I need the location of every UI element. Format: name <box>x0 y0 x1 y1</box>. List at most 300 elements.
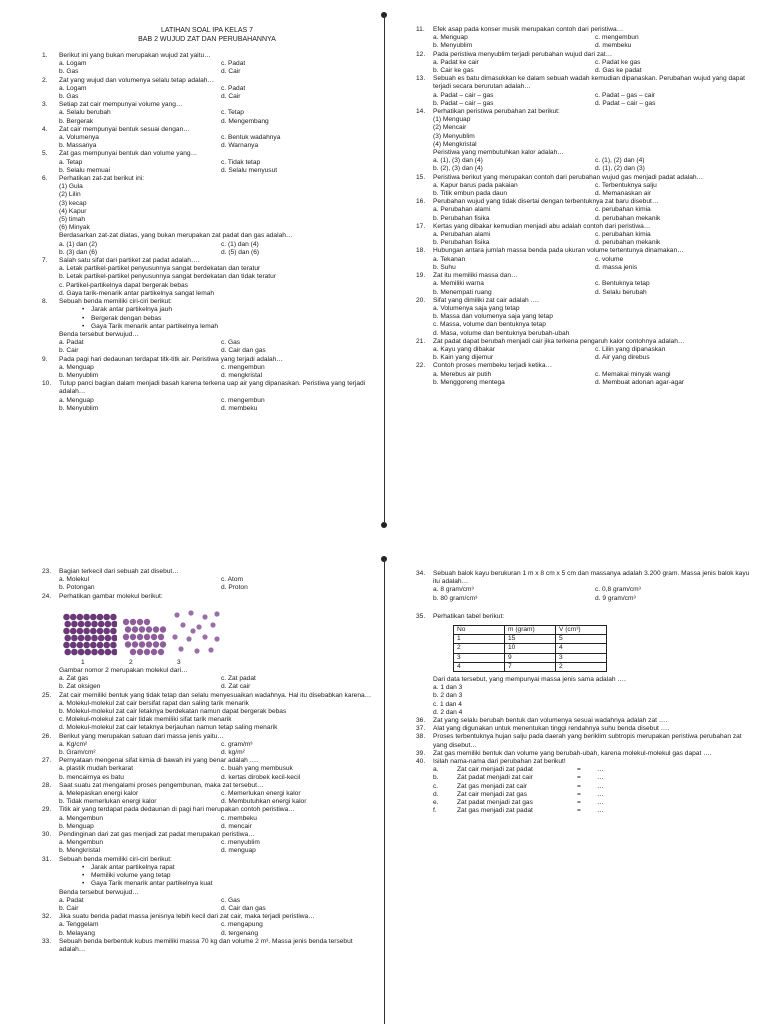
question-text: Pernyataan mengenai sifat kimia di bawah ini yang benar adalah …. <box>59 757 259 765</box>
option-c: c. Partikel-partikelnya dapat bergerak bebas <box>59 281 189 289</box>
question-followup: Berdasarkan zat-zat diatas, yang bukan merupakan zat padat dan gas adalah… <box>59 232 293 240</box>
list-item <box>433 807 750 815</box>
option-a: a. Padat <box>59 339 84 347</box>
question-number: 20. <box>416 296 426 304</box>
question-number: 1. <box>42 52 48 59</box>
table-cell: 5 <box>556 635 607 644</box>
question-text: Setiap zat cair mempunyai volume yang… <box>59 101 183 109</box>
table-cell: 7 <box>505 662 556 671</box>
molecule-particle <box>78 649 85 656</box>
molecule-particle <box>105 649 112 656</box>
options <box>59 700 372 733</box>
right-column <box>416 570 750 1024</box>
question-number: 32. <box>42 913 52 921</box>
item-text: Zat cair menjadi zat padat <box>457 766 533 774</box>
molecule-particle <box>214 611 219 616</box>
molecule-particle <box>153 626 159 632</box>
question-15 <box>416 174 750 199</box>
option-b: b. Molekul-molekul zat cair letaknya berdekatan namun dapat bergerak bebas <box>59 708 287 716</box>
option-d: d. Membuat adonan agar-agar <box>595 378 685 386</box>
options <box>59 815 372 831</box>
option-b: b. Cair <box>59 904 79 912</box>
molecule-particle <box>137 619 143 625</box>
question-34 <box>416 570 750 603</box>
options <box>59 134 372 150</box>
option-d: d. Cair <box>221 93 241 101</box>
option-c: c. Padat <box>221 84 246 92</box>
question-text: Pada peristiwa menyublim terjadi perubahan wujud dari zat… <box>433 50 613 58</box>
worksheet-title <box>42 26 372 44</box>
option-d: d. membeku <box>595 42 632 50</box>
option-b: b. Potongan <box>59 584 95 592</box>
molecule-particle <box>125 641 131 647</box>
question-number: 19. <box>416 272 426 280</box>
molecule-particle <box>90 628 97 635</box>
options <box>433 371 750 387</box>
option-b: b. Selalu memuai <box>59 166 110 174</box>
table-header: m (gram) <box>505 626 556 635</box>
molecule-particle <box>186 636 191 641</box>
list-item: (1) Menguap <box>433 116 471 124</box>
question-number: 14. <box>416 108 426 116</box>
item-letter: e. <box>433 799 439 807</box>
option-d: d. 2 dan 4 <box>433 708 463 716</box>
molecule-particle <box>172 634 177 639</box>
options <box>59 109 372 125</box>
molecule-particle <box>178 646 183 651</box>
option-c: c. Bentuknya tetap <box>595 280 650 288</box>
molecule-particle <box>174 612 179 617</box>
molecule-particle <box>83 642 90 649</box>
option-a: a. Zat gas <box>59 675 89 683</box>
right-column <box>416 26 750 516</box>
question-text: Zat padat dapat berubah menjadi cair jika terkena pengaruh kalor contohnya adalah… <box>433 337 685 345</box>
question-text: Zat gas mempunyai bentuk dan volume yang… <box>59 150 198 158</box>
question-number: 9. <box>42 355 48 363</box>
question-16 <box>416 198 750 223</box>
options <box>433 34 750 50</box>
molecule-particle <box>70 614 77 621</box>
question-text: Tutup panci bagian dalam menjadi basah karena terkena uap air yang dipanaskan. Peristiwa yang terjadi adalah… <box>59 380 366 396</box>
question-text: Contoh proses membeku terjadi ketika… <box>433 362 553 370</box>
option-b: b. Cair <box>59 347 79 355</box>
question-followup: Peristiwa yang membutuhkan kalor adalah… <box>433 149 564 157</box>
question-followup: Benda tersebut berwujud… <box>59 888 139 896</box>
option-c: c. gram/m³ <box>221 740 253 748</box>
option-b: b. Perubahan fisika <box>433 214 490 222</box>
question-number: 21. <box>416 337 426 345</box>
question-number: 24. <box>42 592 52 600</box>
molecule-particle <box>97 642 104 649</box>
molecule-particle <box>85 649 92 656</box>
item-text: Zat cair menjadi zat gas <box>457 790 527 798</box>
molecule-particle <box>85 635 92 642</box>
option-c: c. 1 dan 4 <box>433 700 462 708</box>
options <box>59 921 372 937</box>
option-a: a. Memiliki warna <box>433 280 484 288</box>
answer-blank: … <box>597 774 604 782</box>
option-b: b. 2 dan 3 <box>433 692 463 700</box>
option-c: c. mengapung <box>221 921 263 929</box>
list-item: (2) Mencair <box>433 124 467 132</box>
option-c: c. Molekul-molekul zat cair tidak memiliki sifat tarik menarik <box>59 716 232 724</box>
options <box>59 85 372 101</box>
option-a: a. Letak partikel-partikel penyusunnya sangat berdekatan dan teratur <box>59 265 261 273</box>
option-a: a. Menguap <box>59 363 94 371</box>
question-23 <box>42 568 372 593</box>
question-38 <box>416 733 750 749</box>
options <box>59 675 372 691</box>
options <box>433 305 750 338</box>
option-d: d. Gas ke padat <box>595 67 642 75</box>
question-22 <box>416 362 750 387</box>
list-item <box>433 799 750 807</box>
option-d: d. (1), (2) dan (3) <box>595 165 645 173</box>
option-c: c. Tidak tetap <box>221 158 261 166</box>
options <box>433 280 750 296</box>
question-text: Bagian terkecil dari sebuah zat disebut… <box>59 568 179 575</box>
molecule-particle <box>160 626 166 632</box>
question-number: 10. <box>42 380 52 388</box>
option-a: a. Mengembun <box>59 814 103 822</box>
list-item <box>433 783 750 791</box>
molecule-particle <box>97 614 104 621</box>
question-4 <box>42 126 372 151</box>
question-text: Perhatikan peristiwa perubahan zat berikut: <box>433 108 560 116</box>
option-b: b. Letak partikel-partikel penyusunnya sangat berdekatan dan tidak teratur <box>59 273 276 281</box>
molecule-particle <box>139 626 145 632</box>
question-number: 29. <box>42 806 52 814</box>
option-c: c. Bentuk wadahnya <box>221 134 281 142</box>
table-cell: 9 <box>505 653 556 662</box>
option-b: b. Bergerak <box>59 117 94 125</box>
molecule-particle <box>110 628 117 635</box>
option-a: a. 1 dan 3 <box>433 684 463 692</box>
question-text: Sebuah benda memiliki ciri-ciri berikut: <box>59 298 172 306</box>
options <box>433 206 750 222</box>
molecule-particle <box>111 649 117 656</box>
molecule-particle <box>97 628 104 635</box>
option-d: d. 9 gram/cm³ <box>595 594 636 602</box>
option-b: b. 80 gram/cm³ <box>433 594 478 602</box>
item-letter: a. <box>433 766 439 774</box>
table-cell: 2 <box>454 644 505 653</box>
question-text: Berikut yang merupakan satuan dari massa jenis yaitu… <box>59 732 224 740</box>
list-item: (3) Menyublim <box>433 132 475 140</box>
bullet-item: • Jarak antar partikelnya rapat <box>59 864 372 872</box>
options <box>59 241 372 257</box>
molecule-particle <box>139 641 145 647</box>
question-number: 34. <box>416 570 426 577</box>
option-a: a. Volumenya <box>59 134 99 142</box>
option-c: c. Tetap <box>221 109 244 117</box>
question-text: Jika suatu benda padat massa jenisnya lebih kecil dari zat cair, maka terjadi peristiwa… <box>59 913 315 921</box>
question-text: Efek asap pada konser musik merupakan contoh dari peristiwa… <box>433 26 624 33</box>
molecule-particle <box>98 635 105 642</box>
molecule-particle <box>125 626 131 632</box>
question-number: 25. <box>42 691 52 699</box>
question-text: Zat itu memiliki massa dan… <box>433 272 518 280</box>
molecule-particle <box>71 621 78 628</box>
molecule-particle <box>130 619 136 625</box>
equals-sign: = <box>577 782 581 790</box>
option-d: d. Cair dan gas <box>221 347 266 355</box>
option-d: d. kg/m² <box>221 749 245 757</box>
molecule-particle <box>196 624 201 629</box>
molecule-particle <box>105 621 112 628</box>
molecule-particle <box>83 628 90 635</box>
option-b: b. Menyublim <box>433 42 473 50</box>
option-b: b. Menyublim <box>59 371 99 379</box>
option-b: b. Massa dan volumenya saja yang tetap <box>433 313 553 321</box>
molecule-figure <box>63 605 372 657</box>
bullet-item: • Bergerak dengan bebas <box>59 315 372 323</box>
option-b: b. Gram/cm² <box>59 749 96 757</box>
equals-sign: = <box>577 807 581 815</box>
option-a: a. Selalu berubah <box>59 109 111 117</box>
molecule-particle <box>194 648 199 653</box>
option-c: c. mengembun <box>221 363 265 371</box>
molecule-particle <box>98 621 105 628</box>
bullet-item: • Gaya Tarik menarik antar partikelnya lemah <box>59 323 372 331</box>
option-d: d. Cair dan gas <box>221 904 266 912</box>
option-c: c. Zat padat <box>221 675 256 683</box>
molecule-particle <box>137 634 143 640</box>
question-text: Salah satu sifat dari partiket zat padat adalah…. <box>59 257 200 265</box>
option-d: d. Selalu menyusut <box>221 166 278 174</box>
molecule-particle <box>83 614 90 621</box>
option-c: c. Memakai minyak wangi <box>595 370 671 378</box>
option-a: a. Kayu yang dibakar <box>433 345 495 353</box>
molecule-particle <box>153 641 159 647</box>
option-c: c. Gas <box>221 896 241 904</box>
molecule-particle <box>103 614 110 621</box>
molecule-particle <box>130 649 136 655</box>
option-d: d. Zat cair <box>221 683 251 691</box>
options <box>433 684 750 717</box>
question-number: 40. <box>416 758 426 766</box>
option-a: a. Logam <box>59 84 87 92</box>
option-d: d. Selalu berubah <box>595 288 647 296</box>
question-followup: Dari data tersebut, yang mempunyai massa jenis sama adalah …. <box>433 676 626 684</box>
question-text: Sebuah benda berbentuk kubus memiliki massa 70 kg dan volume 2 m³. Massa jenis benda tersebut adalah… <box>59 937 353 953</box>
question-number: 28. <box>42 781 52 789</box>
option-c: c. (1), (2) dan (4) <box>595 157 645 165</box>
question-text: Zat cair mempunyai bentuk sesuai dengan… <box>59 125 190 133</box>
molecule-particle <box>130 634 136 640</box>
molecule-particle <box>146 626 152 632</box>
item-text: Zat gas menjadi zat cair <box>457 782 527 790</box>
item-letter: d. <box>433 790 439 798</box>
question-followup: Benda tersebut berwujud… <box>59 330 139 338</box>
answer-blank: … <box>597 807 604 815</box>
option-a: a. Perubahan alami <box>433 206 491 214</box>
option-b: b. Menempati ruang <box>433 288 492 296</box>
question-text: Hubungan antara jumlah massa benda pada ukuran volume tertentunya dinamakan… <box>433 247 684 255</box>
option-d: d. membeku <box>221 404 258 412</box>
molecule-particle <box>64 649 71 656</box>
molecule-particle <box>85 621 92 628</box>
table-header: No <box>454 626 505 635</box>
question-39 <box>416 750 750 758</box>
molecule-particle <box>208 647 213 652</box>
question-11 <box>416 26 750 51</box>
option-d: d. (5) dan (6) <box>221 248 260 256</box>
item-letter: c. <box>433 782 439 790</box>
question-text: Kertas yang dibakar kemudian menjadi abu adalah contoh dari peristiwa… <box>433 222 651 230</box>
question-7 <box>42 257 372 298</box>
molecule-particle <box>70 628 77 635</box>
option-b: b. (3) dan (6) <box>59 248 98 256</box>
question-14 <box>416 108 750 174</box>
option-c: c. Padat – gas – cair <box>595 91 656 99</box>
option-b: b. Mengkristal <box>59 847 101 855</box>
answer-blank: … <box>597 782 604 790</box>
question-number: 2. <box>42 76 48 84</box>
option-d: d. perubahan mekanik <box>595 239 661 247</box>
option-c: c. mengembun <box>595 34 639 42</box>
options <box>59 765 372 781</box>
molecule-labels <box>81 659 372 667</box>
molecule-solid-icon <box>63 613 117 657</box>
list-item: (3) kecap <box>59 199 87 207</box>
option-c: c. Memerlukan energi kalor <box>221 790 301 798</box>
question-number: 23. <box>42 568 52 575</box>
question-text: Isilah nama-nama dari perubahan zat berikut! <box>433 758 566 766</box>
options <box>59 576 372 592</box>
molecule-particle <box>146 641 152 647</box>
molecule-particle <box>144 634 150 640</box>
answer-blank: … <box>597 799 604 807</box>
question-number: 30. <box>42 831 52 839</box>
option-a: a. Menguap <box>59 396 94 404</box>
question-1 <box>42 52 372 77</box>
molecule-particle <box>91 649 98 656</box>
option-b: b. Gas <box>59 93 79 101</box>
option-c: c. Lilin yang dipanaskan <box>595 345 666 353</box>
question-6 <box>42 175 372 257</box>
option-c: c. perubahan kimia <box>595 206 651 214</box>
option-b: b. Massanya <box>59 142 97 150</box>
molecule-particle <box>144 619 150 625</box>
option-a: a. Mengembun <box>59 839 103 847</box>
list-item <box>433 791 750 799</box>
option-c: c. membeku <box>221 814 257 822</box>
option-b: b. Perubahan fisika <box>433 239 490 247</box>
question-text: Perhatikan gambar molekul berikut: <box>59 592 163 600</box>
molecule-particle <box>202 614 207 619</box>
question-number: 11. <box>416 26 425 33</box>
list-item: (4) Kapur <box>59 207 87 215</box>
question-number: 26. <box>42 732 52 740</box>
option-c: c. Terbentuknya salju <box>595 181 657 189</box>
question-number: 36. <box>416 717 426 725</box>
question-text: Zat gas memiliki bentuk dan volume yang berubah-ubah, karena molekul-molekul gas dapat …. <box>433 749 712 757</box>
question-32 <box>42 913 372 938</box>
molecule-particle <box>91 635 98 642</box>
question-number: 33. <box>42 937 52 945</box>
molecule-particle <box>111 621 117 628</box>
option-b: b. Titik embun pada daun <box>433 190 508 198</box>
option-d: d. Molekul-molekul zat cair letaknya berjauhan namun tetap saling menarik <box>59 724 278 732</box>
option-c: c. Gas <box>221 339 241 347</box>
question-text: Pada pagi hari dedaunan terdapat titk-titk air. Peristiwa yang terjadi adalah… <box>59 355 283 363</box>
option-c: c. (1) dan (4) <box>221 240 259 248</box>
molecule-gas-icon <box>171 609 221 657</box>
molecule-particle <box>110 614 117 621</box>
option-d: d. mengkristal <box>221 371 263 379</box>
answer-blank: … <box>597 790 604 798</box>
question-text: Alat yang digunakan untuk menentukan tinggi rendahnya suhu benda disebut …. <box>433 725 670 733</box>
table-cell: 2 <box>556 662 607 671</box>
options <box>59 897 372 913</box>
question-31 <box>42 856 372 913</box>
question-text: Berikut ini yang bukan merupakan wujud zat yaitu… <box>59 52 211 59</box>
title-line-1: LATIHAN SOAL IPA KELAS 7 <box>160 27 254 34</box>
options <box>59 159 372 175</box>
option-b: b. Melayang <box>59 929 95 937</box>
question-5 <box>42 150 372 175</box>
molecule-particle <box>144 649 150 655</box>
question-37 <box>416 725 750 733</box>
option-b: b. Kain yang dijemur <box>433 354 494 362</box>
question-number: 3. <box>42 101 48 109</box>
molecule-particle <box>151 634 157 640</box>
question-number: 6. <box>42 175 48 183</box>
title-line-2: BAB 2 WUJUD ZAT DAN PERUBAHANNYA <box>138 36 276 43</box>
question-number: 37. <box>416 725 426 733</box>
option-d: d. Membutuhkan energi kalor <box>221 798 307 806</box>
option-a: a. Kapur barus pada pakaian <box>433 181 518 189</box>
molecule-particle <box>63 642 70 649</box>
molecule-particle <box>90 642 97 649</box>
molecule-particle <box>123 619 129 625</box>
option-c: c. perubahan kimia <box>595 231 651 239</box>
molecule-particle <box>63 614 70 621</box>
options <box>433 346 750 362</box>
molecule-particle <box>123 634 129 640</box>
options <box>433 92 750 108</box>
question-26 <box>42 733 372 758</box>
question-9 <box>42 356 372 381</box>
question-20 <box>416 297 750 338</box>
list-item <box>433 774 750 782</box>
molecule-particle <box>64 635 71 642</box>
molecule-particle <box>111 635 117 642</box>
question-number: 31. <box>42 855 52 863</box>
molecule-particle <box>70 642 77 649</box>
question-17 <box>416 223 750 248</box>
options <box>59 741 372 757</box>
question-number: 27. <box>42 757 52 765</box>
option-b: b. Suhu <box>433 263 456 271</box>
option-d: d. Padat – cair – gas <box>595 99 656 107</box>
question-number: 35. <box>416 612 426 620</box>
option-d: d. Proton <box>221 584 248 592</box>
list-item: (1) Gula <box>59 183 83 191</box>
question-text: Zat yang selalu berubah bentuk dan volumenya sesuai wadahnya adalah zat …. <box>433 717 668 725</box>
option-a: a. Padat – cair – gas <box>433 91 494 99</box>
option-a: a. (1), (3) dan (4) <box>433 157 483 165</box>
question-35 <box>416 613 750 717</box>
question-text: Perhatikan tabel berikut: <box>433 612 505 620</box>
option-a: a. Molekul-molekul zat cair bersifat rapat dan saling tarik menarik <box>59 699 249 707</box>
question-2 <box>42 77 372 102</box>
options <box>433 182 750 198</box>
molecule-particle <box>158 634 164 640</box>
item-text: Zat padat menjadi zat gas <box>457 799 533 807</box>
table-cell: 1 <box>454 635 505 644</box>
